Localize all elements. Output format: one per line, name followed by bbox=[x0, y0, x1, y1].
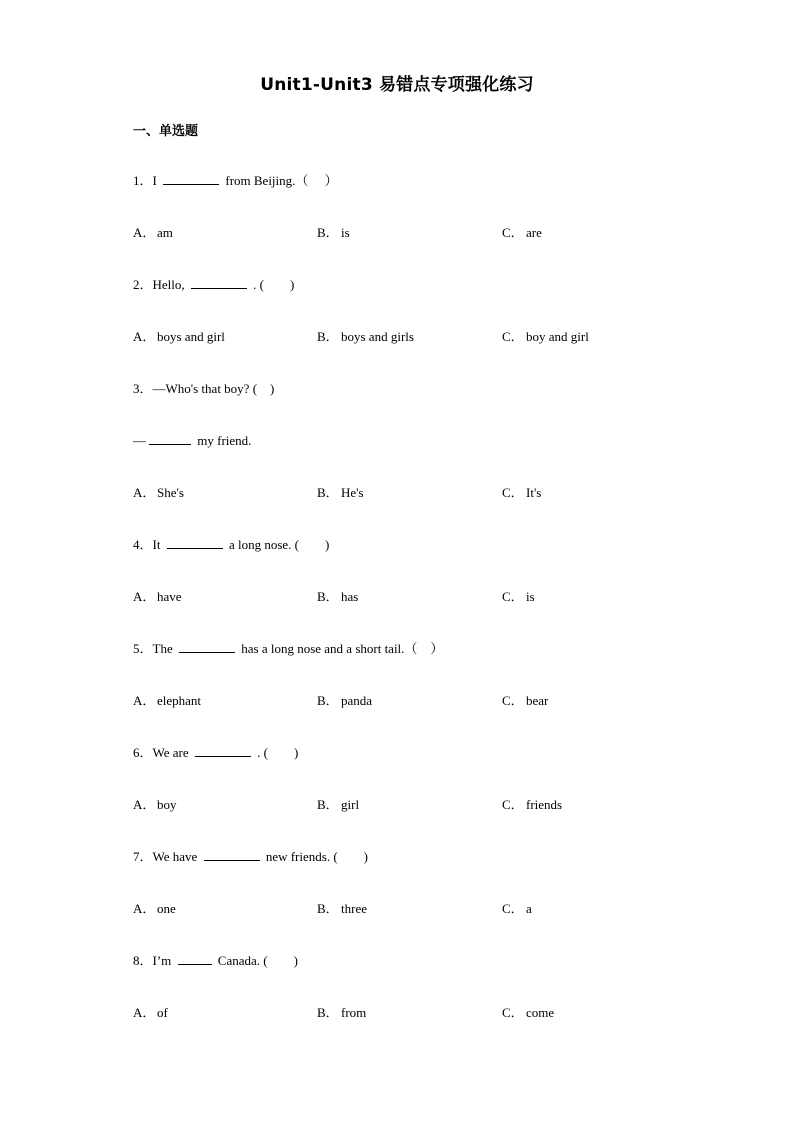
question-text: It bbox=[152, 537, 164, 552]
question-number: 2． bbox=[133, 277, 153, 292]
option-letter: B． bbox=[317, 797, 339, 812]
option-a[interactable] bbox=[133, 484, 184, 502]
option-c[interactable] bbox=[502, 796, 562, 814]
question-text: —Who's that boy? ( ) bbox=[152, 381, 275, 396]
option-letter: A． bbox=[133, 1005, 156, 1020]
question-text: Canada. ( ) bbox=[214, 953, 298, 968]
option-b[interactable] bbox=[317, 900, 367, 918]
question-2 bbox=[133, 276, 294, 294]
question-7 bbox=[133, 848, 368, 866]
option-letter: B． bbox=[317, 901, 339, 916]
option-text: boy bbox=[157, 797, 177, 812]
option-letter: A． bbox=[133, 797, 156, 812]
question-number: 6． bbox=[133, 745, 153, 760]
option-b[interactable] bbox=[317, 224, 350, 242]
option-text: bear bbox=[526, 693, 549, 708]
option-b[interactable] bbox=[317, 1004, 366, 1022]
option-c[interactable] bbox=[502, 1004, 554, 1022]
option-text: a bbox=[526, 901, 532, 916]
option-letter: A． bbox=[133, 901, 156, 916]
option-letter: C． bbox=[502, 485, 524, 500]
option-text: one bbox=[157, 901, 176, 916]
option-letter: A． bbox=[133, 485, 156, 500]
reply-text: my friend. bbox=[194, 433, 252, 448]
option-a[interactable] bbox=[133, 224, 173, 242]
question-text: has a long nose and a short tail.（ ） bbox=[237, 641, 444, 656]
option-a[interactable] bbox=[133, 692, 201, 710]
option-letter: B． bbox=[317, 485, 339, 500]
question-text: from Beijing.（ ） bbox=[222, 173, 338, 188]
option-text: have bbox=[157, 589, 182, 604]
question-text: . ( ) bbox=[253, 745, 299, 760]
question-4 bbox=[133, 536, 329, 554]
answer-blank[interactable] bbox=[191, 276, 247, 289]
option-a[interactable] bbox=[133, 796, 177, 814]
option-letter: A． bbox=[133, 693, 156, 708]
option-text: of bbox=[157, 1005, 168, 1020]
option-text: is bbox=[526, 589, 535, 604]
answer-blank[interactable] bbox=[163, 172, 219, 185]
option-letter: B． bbox=[317, 329, 339, 344]
option-c[interactable] bbox=[502, 588, 535, 606]
question-number: 4． bbox=[133, 537, 153, 552]
option-a[interactable] bbox=[133, 588, 182, 606]
option-letter: C． bbox=[502, 329, 524, 344]
question-3-reply bbox=[133, 432, 251, 450]
question-text: The bbox=[152, 641, 176, 656]
option-c[interactable] bbox=[502, 692, 548, 710]
option-b[interactable] bbox=[317, 796, 359, 814]
option-text: come bbox=[526, 1005, 555, 1020]
option-text: girl bbox=[341, 797, 360, 812]
answer-blank[interactable] bbox=[149, 432, 191, 445]
question-8 bbox=[133, 952, 298, 970]
option-a[interactable] bbox=[133, 1004, 168, 1022]
option-letter: B． bbox=[317, 589, 339, 604]
section-heading: 一、单选题 bbox=[133, 124, 199, 139]
question-3 bbox=[133, 380, 274, 398]
option-letter: C． bbox=[502, 901, 524, 916]
option-text: three bbox=[341, 901, 367, 916]
answer-blank[interactable] bbox=[167, 536, 223, 549]
option-c[interactable] bbox=[502, 224, 542, 242]
answer-blank[interactable] bbox=[179, 640, 235, 653]
option-letter: B． bbox=[317, 225, 339, 240]
option-letter: C． bbox=[502, 225, 524, 240]
question-number: 8． bbox=[133, 953, 153, 968]
option-c[interactable] bbox=[502, 484, 541, 502]
question-1 bbox=[133, 172, 338, 190]
option-b[interactable] bbox=[317, 588, 358, 606]
question-5 bbox=[133, 640, 443, 658]
question-text: We have bbox=[152, 849, 201, 864]
question-text: new friends. ( ) bbox=[262, 849, 368, 864]
option-letter: C． bbox=[502, 693, 524, 708]
option-text: boys and girl bbox=[157, 329, 225, 344]
option-a[interactable] bbox=[133, 900, 176, 918]
option-text: boys and girls bbox=[341, 329, 414, 344]
option-letter: C． bbox=[502, 1005, 524, 1020]
page-title: Unit1-Unit3 易错点专项强化练习 bbox=[260, 75, 534, 95]
option-text: elephant bbox=[157, 693, 202, 708]
question-text: a long nose. ( ) bbox=[225, 537, 330, 552]
question-6 bbox=[133, 744, 298, 762]
option-letter: B． bbox=[317, 1005, 339, 1020]
option-text: are bbox=[526, 225, 542, 240]
option-text: panda bbox=[341, 693, 373, 708]
option-b[interactable] bbox=[317, 328, 414, 346]
option-text: from bbox=[341, 1005, 367, 1020]
option-c[interactable] bbox=[502, 328, 589, 346]
option-letter: A． bbox=[133, 225, 156, 240]
question-number: 7． bbox=[133, 849, 153, 864]
option-text: boy and girl bbox=[526, 329, 589, 344]
option-text: She's bbox=[157, 485, 184, 500]
option-text: friends bbox=[526, 797, 563, 812]
question-text: We are bbox=[152, 745, 192, 760]
option-letter: A． bbox=[133, 589, 156, 604]
option-text: am bbox=[157, 225, 173, 240]
option-c[interactable] bbox=[502, 900, 532, 918]
option-b[interactable] bbox=[317, 484, 364, 502]
option-letter: B． bbox=[317, 693, 339, 708]
option-b[interactable] bbox=[317, 692, 372, 710]
option-letter: C． bbox=[502, 589, 524, 604]
answer-blank[interactable] bbox=[204, 848, 260, 861]
option-a[interactable] bbox=[133, 328, 225, 346]
question-number: 3． bbox=[133, 381, 153, 396]
question-number: 1． bbox=[133, 173, 153, 188]
option-letter: A． bbox=[133, 329, 156, 344]
option-text: It's bbox=[526, 485, 542, 500]
option-letter: C． bbox=[502, 797, 524, 812]
question-text: . ( ) bbox=[249, 277, 295, 292]
question-text: I bbox=[152, 173, 161, 188]
option-text: has bbox=[341, 589, 359, 604]
option-text: He's bbox=[341, 485, 364, 500]
question-text: I’m bbox=[152, 953, 175, 968]
reply-dash: — bbox=[133, 433, 146, 448]
option-text: is bbox=[341, 225, 350, 240]
question-text: Hello, bbox=[152, 277, 188, 292]
question-number: 5． bbox=[133, 641, 153, 656]
answer-blank[interactable] bbox=[195, 744, 251, 757]
answer-blank[interactable] bbox=[178, 952, 212, 965]
